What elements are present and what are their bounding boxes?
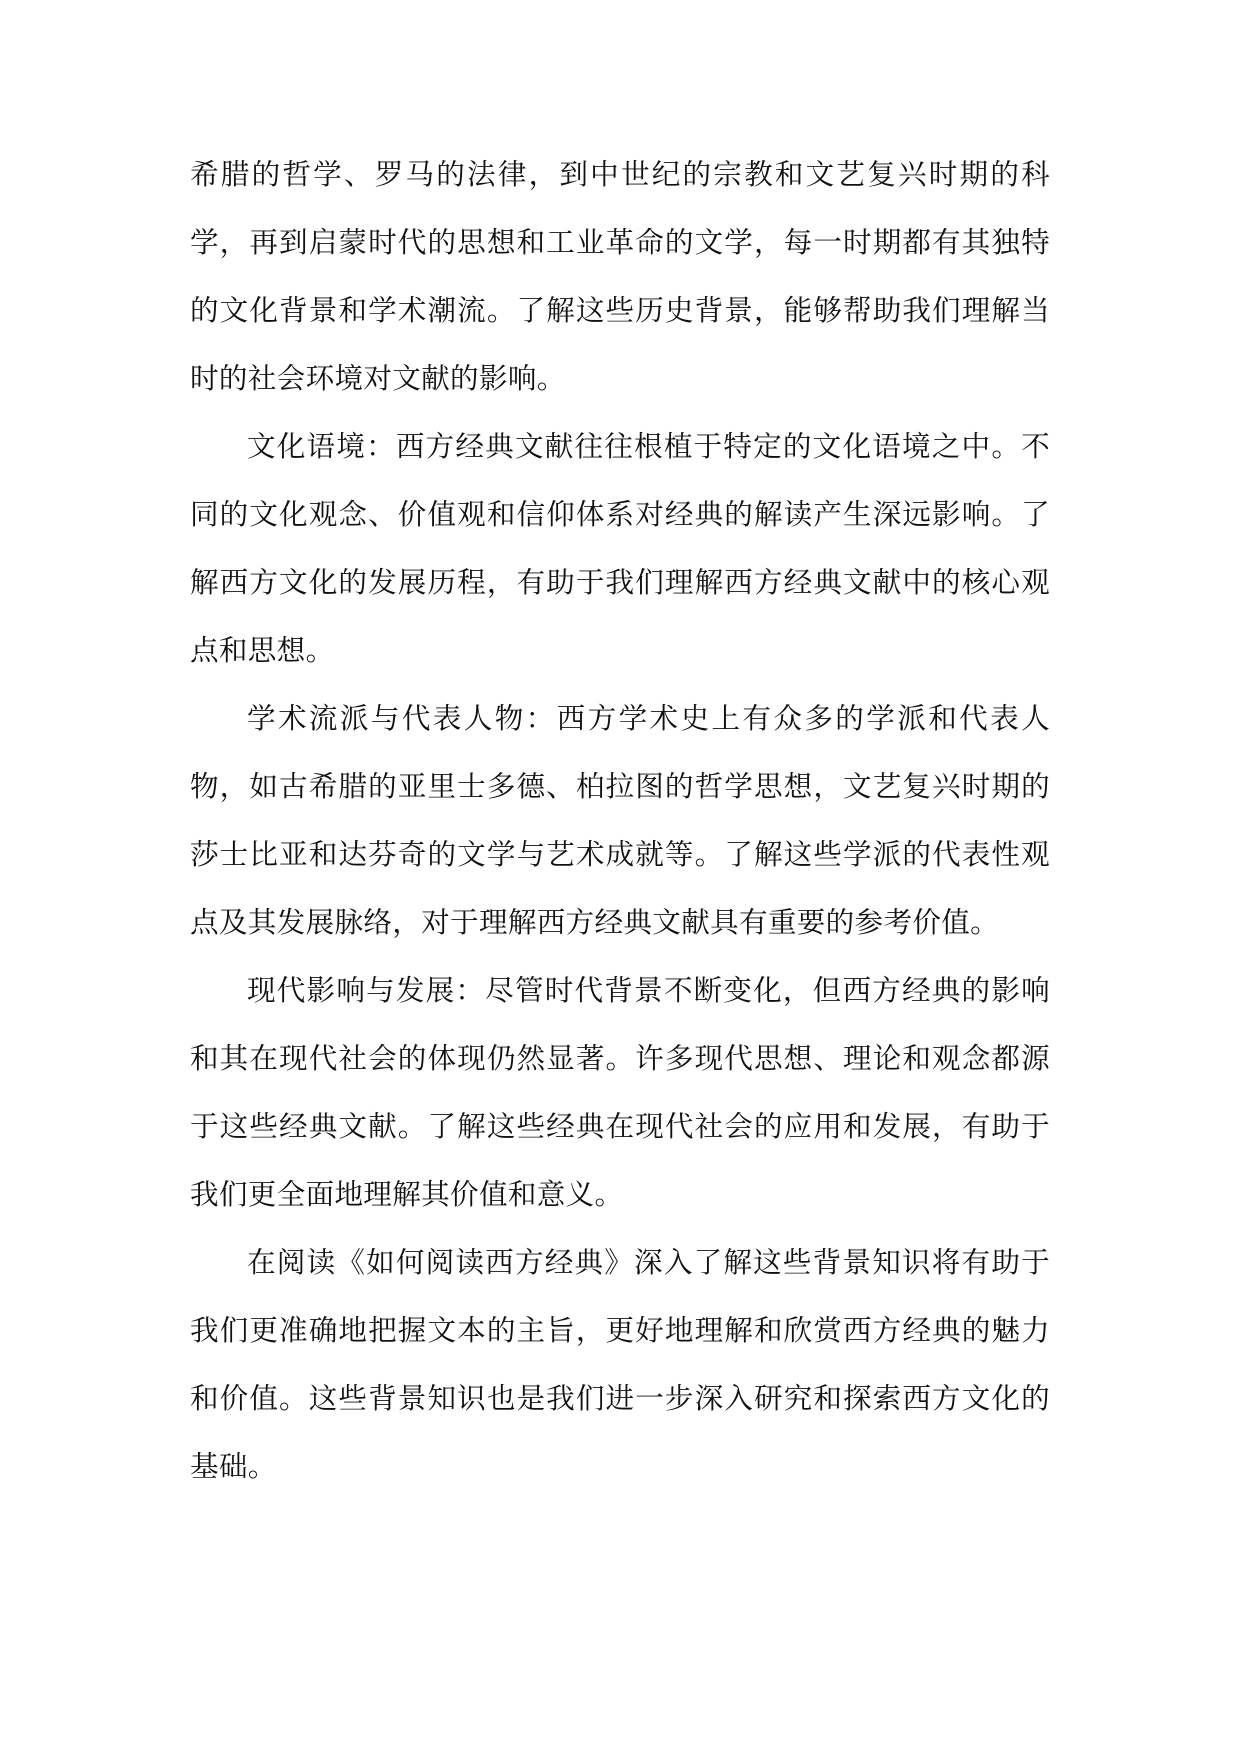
paragraph-schools-and-figures: 学术流派与代表人物：西方学术史上有众多的学派和代表人物，如古希腊的亚里士多德、柏拉图的哲学思想，文艺复兴时期的莎士比亚和达芬奇的文学与艺术成就等。了解这些学派的代表性观点及其发展脉络，对于理解西方经典文献具有重要的参考价值。 xyxy=(190,701,1050,939)
paragraph-history-context: 希腊的哲学、罗马的法律，到中世纪的宗教和文艺复兴时期的科学，再到启蒙时代的思想和工业革命的文学，每一时期都有其独特的文化背景和学术潮流。了解这些历史背景，能够帮助我们理解当时的社会环境对文献的影响。 xyxy=(190,157,1050,395)
paragraph-conclusion: 在阅读《如何阅读西方经典》深入了解这些背景知识将有助于我们更准确地把握文本的主旨，更好地理解和欣赏西方经典的魅力和价值。这些背景知识也是我们进一步深入研究和探索西方文化的基础。 xyxy=(190,1245,1050,1483)
paragraph-modern-influence: 现代影响与发展：尽管时代背景不断变化，但西方经典的影响和其在现代社会的体现仍然显著。许多现代思想、理论和观念都源于这些经典文献。了解这些经典在现代社会的应用和发展，有助于我们更全面地理解其价值和意义。 xyxy=(190,973,1050,1211)
paragraph-cultural-context: 文化语境：西方经典文献往往根植于特定的文化语境之中。不同的文化观念、价值观和信仰体系对经典的解读产生深远影响。了解西方文化的发展历程，有助于我们理解西方经典文献中的核心观点和思想。 xyxy=(190,429,1050,667)
document-body xyxy=(190,140,1050,1500)
